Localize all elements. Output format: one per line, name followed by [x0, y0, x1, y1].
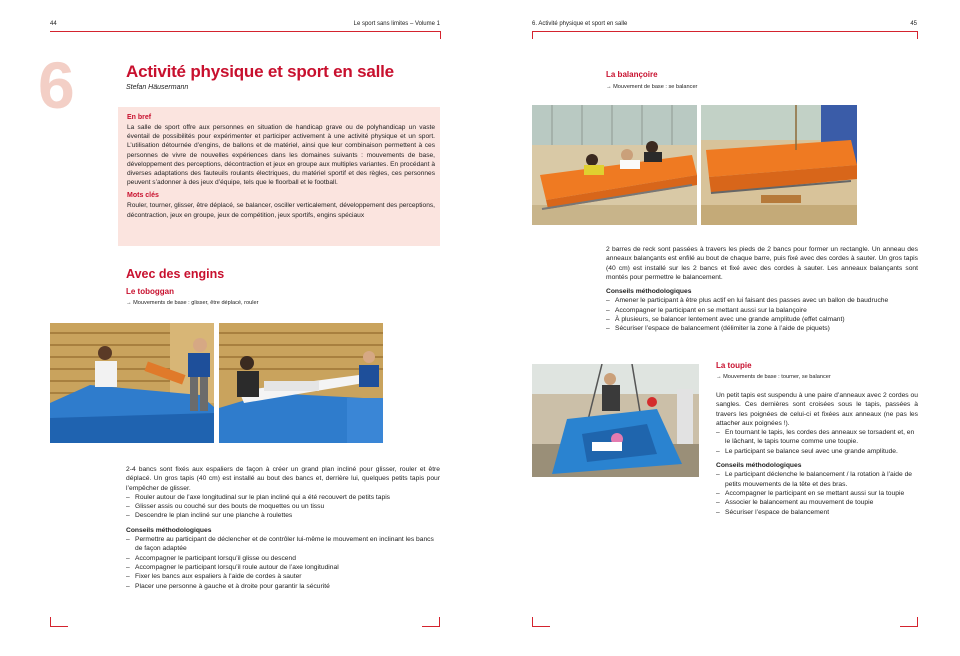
summary-text: La salle de sport offre aux personnes en situation de handicap grave ou de polyhandicap un vaste éventail de possibilités pour expérimenter et participer activement à une activité physique et un sport. L’utilisation détournée d’engins, de ballons et de matériel, ainsi que leur combinaison permettent à ces personnes de vivre de nouvelles expériences dans les domaines suivants : mouvements de base, développement des perceptions, décontraction et jeux en groupe aux multiples variantes. En procédant à diverses adaptations des fauteuils roulants électriques, du matériel sportif et des règles, ces personnes peuvent s’adonner à des jeux d’équipe, tels que le floorball et le football. [127, 124, 435, 187]
toupie-methods-heading: Conseils méthodologiques [716, 462, 802, 470]
toboggan-method: – Accompagner le participant lorsqu’il roule autour de l’axe longitudinal [126, 563, 339, 571]
balancoire-photo-1 [532, 105, 697, 225]
toboggan-body [126, 465, 440, 591]
right-running-header: 6. Activité physique et sport en salle [532, 21, 628, 27]
right-header-tick [917, 31, 918, 39]
toboggan-bullet: – Glisser assis ou couché sur des bouts de moquettes ou un tissu [126, 503, 325, 511]
balancoire-note: → Mouvement de base : se balancer [606, 84, 698, 90]
chapter-number: 6 [38, 48, 75, 122]
toboggan-methods-heading: Conseils méthodologiques [126, 526, 212, 534]
right-header-rule [532, 31, 918, 32]
left-crop-mark [422, 617, 440, 627]
left-running-header: Le sport sans limites – Volume 1 [353, 21, 440, 27]
right-crop-mark [532, 617, 550, 627]
left-crop-mark [50, 617, 68, 627]
toboggan-method: – Accompagner le participant lorsqu’il glisse ou descend [126, 554, 296, 562]
toupie-text: Un petit tapis est suspendu à une paire d’anneaux avec 2 cordes ou sangles. Ces dernières sont croisées sous le tapis, passées à travers les poignées de celui-ci et fixées aux anneaux (ne pas les attacher aux poignées !). [716, 392, 918, 427]
section-title: Avec des engins [126, 267, 225, 281]
balancoire-title: La balançoire [606, 70, 658, 79]
toupie-note: → Mouvements de base : tourner, se balancer [716, 374, 831, 380]
toboggan-text: 2-4 bancs sont fixés aux espaliers de façon à créer un grand plan incliné pour glisser, rouler et être déplacé. Un gros tapis (40 cm) est installé au bout des bancs et, derrière lui, quelques petits tapis pour l’empêcher de glisser. [126, 466, 440, 492]
balancoire-method: – Sécuriser l’espace de balancement (délimiter la zone à l’aide de piquets) [606, 325, 830, 333]
toboggan-photo-1 [50, 323, 214, 443]
toboggan-title: Le toboggan [126, 287, 174, 296]
toupie-body [716, 391, 918, 517]
balancoire-method: – Accompagner le participant en se mettant aussi sur la balançoire [606, 306, 807, 314]
toupie-method: – Le participant déclenche le balancement / la rotation à l’aide de petits mouvements de la tête et des bras. [716, 471, 913, 488]
toboggan-bullet: – Descendre le plan incliné sur une planche à roulettes [126, 512, 293, 520]
left-header-tick [440, 31, 441, 39]
toupie-bullet: – En tournant le tapis, les cordes des anneaux se torsadent et, en le lâchant, le tapis tourne comme une toupie. [716, 429, 915, 446]
toboggan-method: – Placer une personne à gauche et à droite pour garantir la sécurité [126, 582, 330, 590]
balancoire-photo-2 [701, 105, 857, 225]
toboggan-note: → Mouvements de base : glisser, être déplacé, rouler [126, 300, 259, 306]
right-crop-mark [900, 617, 918, 627]
balancoire-method: – À plusieurs, se balancer lentement avec une grande amplitude (effet calmant) [606, 316, 845, 324]
balancoire-text: 2 barres de reck sont passées à travers les pieds de 2 bancs pour former un rectangle. Un anneau des anneaux balançants est enfilé au bout de chaque barre, puis fixé avec des cordes à sauter. Un gros tapis (40 cm) est installé sur les 2 bancs et fixé avec des cordes à sauter. Les anneaux balançants sont montés pour permettre le balancement. [606, 246, 918, 281]
toupie-photo [532, 364, 699, 477]
chapter-title: Activité physique et sport en salle [126, 62, 394, 81]
balancoire-methods-heading: Conseils méthodologiques [606, 288, 692, 296]
toupie-title: La toupie [716, 361, 752, 370]
balancoire-method: – Amener le participant à être plus actif en lui faisant des passes avec un ballon de baudruche [606, 297, 889, 305]
toboggan-method: – Fixer les bancs aux espaliers à l’aide de cordes à sauter [126, 573, 302, 581]
toboggan-method: – Permettre au participant de déclencher et de contrôler lui-même le mouvement en inclinant les bancs de façon adaptée [126, 536, 434, 553]
summary-heading: En bref [127, 114, 152, 121]
chapter-author: Stefan Häusermann [126, 84, 189, 91]
toboggan-bullet: – Rouler autour de l’axe longitudinal sur le plan incliné qui a été recouvert de petits tapis [126, 493, 391, 501]
balancoire-body [606, 245, 918, 334]
summary-box [118, 107, 440, 246]
toupie-method: – Associer le balancement au mouvement de toupie [716, 499, 874, 507]
left-header-rule [50, 31, 440, 32]
right-page-number: 45 [910, 21, 917, 27]
right-header-tick [532, 31, 533, 39]
keywords-heading: Mots clés [127, 192, 159, 200]
toupie-method: – Sécuriser l’espace de balancement [716, 508, 830, 516]
left-page-number: 44 [50, 21, 57, 27]
toupie-method: – Accompagner le participant en se mettant aussi sur la toupie [716, 489, 905, 497]
toupie-bullet: – Le participant se balance seul avec une grande amplitude. [716, 447, 898, 455]
toboggan-photo-2 [219, 323, 383, 443]
keywords-text: Rouler, tourner, glisser, être déplacé, se balancer, osciller verticalement, développement des perceptions, décontraction, jeux en groupe, jeux de compétition, jeux sportifs, engins spéciaux [127, 202, 435, 219]
